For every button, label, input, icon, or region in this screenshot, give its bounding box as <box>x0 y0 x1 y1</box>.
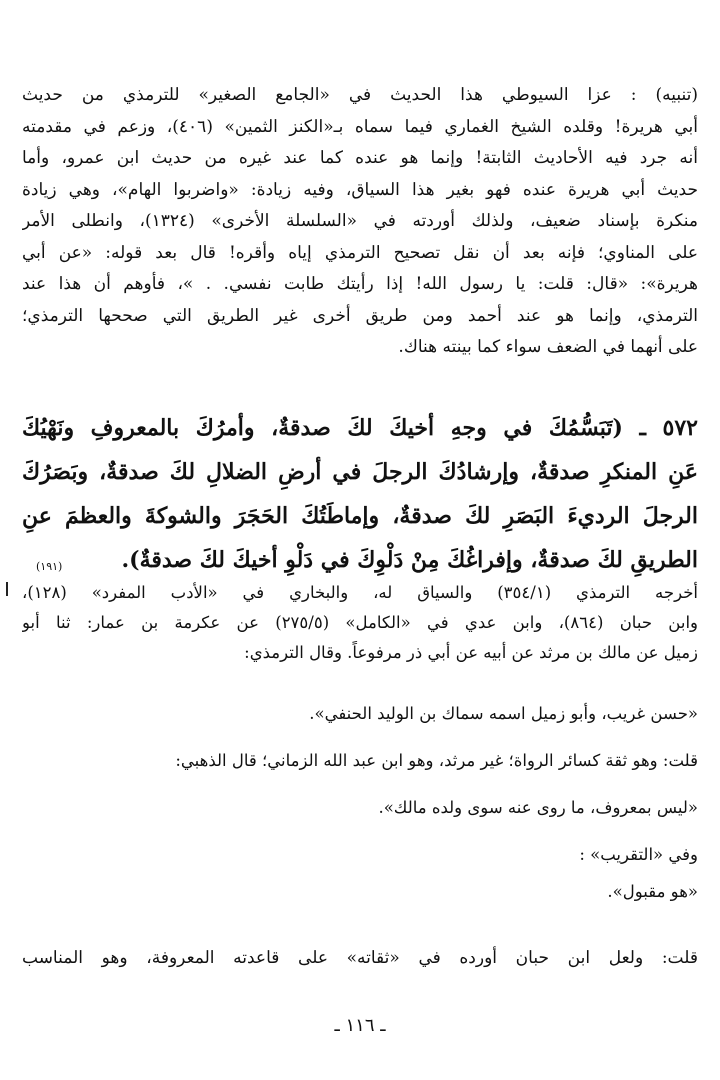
hadith-line: عَنِ المنكرِ صدقةٌ، وإرشادُكَ الرجلَ في أرضِ الضلالِ لكَ صدقةٌ، وبَصَرُكَ <box>22 459 698 485</box>
sources-line: أخرجه الترمذي (٣٥٤/١) والسياق له، والبخاري في «الأدب المفرد» (١٢٨)، <box>22 583 698 602</box>
sources-line: زميل عن مالك بن مرثد عن أبيه عن أبي ذر مرفوعاً. وقال الترمذي: <box>244 643 698 662</box>
commentary-line: على المناوي؛ فإنه بعد أن نقل تصحيح الترمذي إياه وأقره! قال بعد قوله: «عن أبي <box>22 242 698 263</box>
commentary-line: (تنبيه) : عزا السيوطي هذا الحديث في «الجامع الصغير» للترمذي من حديث <box>22 85 698 105</box>
footnote-marker: (١٩١) <box>36 560 63 573</box>
hadith-line: الطريقِ لكَ صدقةٌ، وإفراغُكَ مِنْ دَلْوِكَ في دَلْوِ أخيكَ لكَ صدقةٌ). <box>121 547 698 573</box>
author-note-2: قلت: ولعل ابن حبان أورده في «ثقاته» على قاعدته المعروفة، وهو المناسب <box>22 948 698 968</box>
commentary-line: هريرة»: «قال: قلت: يا رسول الله! إذا رأيتك طابت نفسي. . »، فأوهم أن هذا عند <box>22 274 698 294</box>
commentary-line: الترمذي، وإنما هو عند أحمد ومن طريق أخرى غير الطريق التي صححها الترمذي؛ <box>22 305 698 326</box>
commentary-line: أنه جرد فيه الأحاديث الثابتة! وإنما هو عنده كما عند غيره من حديث ابن عمرو، وأما <box>22 148 698 168</box>
hadith-line: ٥٧٢ ـ (تَبَسُّمُكَ في وجهِ أخيكَ لكَ صدقةٌ، وأمرُكَ بالمعروفِ ونَهْيُكَ <box>22 415 698 441</box>
dhahabi-quote: «ليس بمعروف، ما روى عنه سوى ولده مالك». <box>378 798 698 817</box>
taqrib-intro: وفي «التقريب» : <box>579 845 698 864</box>
sources-line: وابن حبان (٨٦٤)، وابن عدي في «الكامل» (٢٧٥/٥) عن عكرمة بن عمار: ثنا أبو <box>22 613 698 632</box>
author-note: قلت: وهو ثقة كسائر الرواة؛ غير مرثد، وهو ابن عبد الله الزماني؛ قال الذهبي: <box>175 751 698 770</box>
page-number: ـ ١١٦ ـ <box>334 1015 386 1036</box>
tirmidhi-quote: «حسن غريب، وأبو زميل اسمه سماك بن الوليد الحنفي». <box>309 704 698 723</box>
sources-paragraph <box>22 578 698 668</box>
hadith-text <box>22 406 698 582</box>
commentary-line: أبي هريرة! وقلده الشيخ الغماري فيما سماه بـ«الكنز الثمين» (٤٠٦)، وزعم في مقدمته <box>22 116 698 137</box>
commentary-paragraph <box>22 80 698 364</box>
commentary-line: منكرة بإسناد ضعيف، ولذلك أوردته في «السلسلة الأخرى» (١٣٢٤)، وانطلى الأمر <box>22 211 698 231</box>
hadith-line: الرجلَ الرديءَ البَصَرِ لكَ صدقةٌ، وإماطَتُكَ الحَجَرَ والشوكةَ والعظمَ عنِ <box>22 503 698 529</box>
taqrib-quote: «هو مقبول». <box>607 882 698 901</box>
margin-mark <box>6 582 8 596</box>
commentary-line: على أنهما في الضعف سواء كما بينته هناك. <box>398 337 698 357</box>
commentary-line: حديث أبي هريرة عنده فهو بغير هذا السياق، وفيه زيادة: «واضربوا الهام»، وهي زيادة <box>22 179 698 200</box>
